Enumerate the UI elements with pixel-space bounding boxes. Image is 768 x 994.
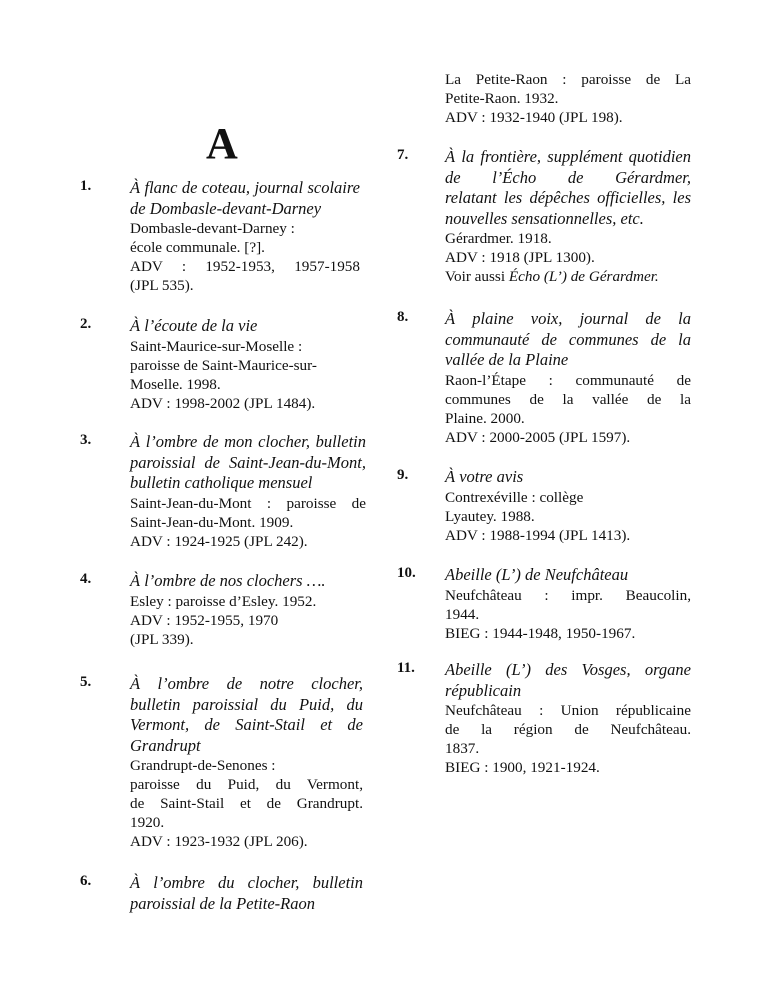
entry-title-line: Grandrupt	[130, 735, 201, 755]
entry-title-line: À l’ombre de mon clocher, bulletin	[130, 432, 366, 451]
entry-line: ADV : 1918 (JPL 1300).	[445, 249, 595, 266]
entry-line: BIEG : 1900, 1921-1924.	[445, 759, 600, 776]
entry-line: ADV : 1998-2002 (JPL 1484).	[130, 394, 316, 412]
entry-number: 3.	[80, 432, 92, 448]
entry-line: de Saint-Stail et de Grandrupt.	[130, 795, 363, 812]
entry-line: Moselle. 1998.	[130, 375, 221, 393]
entry-line: Petite-Raon. 1932.	[445, 90, 559, 107]
entry-title-line: Abeille (L’) de Neufchâteau	[445, 565, 629, 584]
entry-line: 1920.	[130, 814, 165, 831]
entry-line: Raon-l’Étape : communauté de	[445, 371, 691, 389]
entry-line: BIEG : 1944-1948, 1950-1967.	[445, 624, 636, 642]
entry-line: école communale. [?].	[130, 239, 265, 256]
entry-number: 4.	[80, 571, 92, 587]
entry-number: 1.	[80, 178, 92, 194]
entry-number: 9.	[397, 467, 409, 483]
entry-number: 11.	[397, 660, 415, 676]
entry-title-line: paroissial de la Petite-Raon	[130, 893, 315, 913]
entry-line: Gérardmer. 1918.	[445, 230, 552, 247]
entry-number: 7.	[397, 147, 409, 163]
entry-title-line: républicain	[445, 680, 522, 700]
entry-title-line: bulletin catholique mensuel	[130, 473, 313, 492]
entry-line: Saint-Maurice-sur-Moselle :	[130, 337, 303, 355]
entry-line: ADV : 1923-1932 (JPL 206).	[130, 833, 308, 850]
entry-line: Esley : paroisse d’Esley. 1952.	[130, 592, 317, 610]
entry-line: de la région de Neufchâteau.	[445, 721, 691, 738]
entry-line: paroisse du Puid, du Vermont,	[130, 776, 363, 793]
entry-line: 1837.	[445, 740, 480, 757]
entry-title-line: À l’ombre du clocher, bulletin	[130, 873, 363, 892]
entry-line: ADV : 1932-1940 (JPL 198).	[445, 109, 623, 126]
entry-line: ADV : 1988-1994 (JPL 1413).	[445, 526, 631, 544]
entry-line: ADV : 2000-2005 (JPL 1597).	[445, 428, 631, 446]
entry-title-line: À l’ombre de notre clocher,	[130, 674, 363, 693]
entry-title-line: nouvelles sensationnelles, etc.	[445, 208, 644, 228]
entry-title-line: À flanc de coteau, journal scolaire	[130, 178, 360, 197]
entry-line: communes de la vallée de la	[445, 390, 691, 408]
entry-number: 6.	[80, 873, 92, 889]
entry-title-line: de l’Écho de Gérardmer,	[445, 167, 691, 187]
entry-title-line: paroissial de Saint-Jean-du-Mont,	[130, 452, 366, 472]
entry-line: (JPL 535).	[130, 277, 194, 294]
entry-title-line: Abeille (L’) des Vosges, organe	[445, 660, 691, 679]
entry-line: ADV : 1952-1955, 1970	[130, 611, 279, 629]
entry-number: 10.	[397, 565, 416, 581]
entry-title-line: communauté de communes de la	[445, 329, 691, 349]
entry-number: 2.	[80, 316, 92, 332]
entry-line: Neufchâteau : impr. Beaucolin,	[445, 586, 691, 604]
entry-title-line: relatant les dépêches officielles, les	[445, 188, 691, 207]
see-also-prefix: Voir aussi	[445, 268, 509, 285]
entry-number: 5.	[80, 674, 92, 690]
entry-title-line: Vermont, de Saint-Stail et de	[130, 715, 363, 734]
entry-line: Neufchâteau : Union républicaine	[445, 702, 691, 719]
entry-line: Saint-Jean-du-Mont. 1909.	[130, 513, 294, 531]
entry-see-also	[445, 267, 691, 286]
entry-title-line: À l’écoute de la vie	[130, 316, 258, 335]
entry-line: (JPL 339).	[130, 630, 194, 648]
entry-title-line: À la frontière, supplément quotidien	[445, 147, 691, 166]
entry-title-line: de Dombasle-devant-Darney	[130, 198, 322, 218]
entry-line: La Petite-Raon : paroisse de La	[445, 71, 691, 88]
entry-line: ADV : 1952-1953, 1957-1958	[130, 258, 360, 275]
entry-line: Dombasle-devant-Darney :	[130, 220, 295, 237]
entry-line: Plaine. 2000.	[445, 409, 525, 427]
entry-line: Grandrupt-de-Senones :	[130, 757, 276, 774]
entry-line: Contrexéville : collège	[445, 488, 584, 506]
entry-line: Saint-Jean-du-Mont : paroisse de	[130, 494, 366, 512]
see-also-reference: Écho (L’) de Gérardmer.	[508, 268, 659, 285]
section-letter: A	[206, 119, 238, 168]
entry-title-line: bulletin paroissial du Puid, du	[130, 694, 363, 714]
entry-line: Lyautey. 1988.	[445, 507, 535, 525]
entry-number: 8.	[397, 309, 409, 325]
entry-line: paroisse de Saint-Maurice-sur-	[130, 356, 317, 374]
entry-title-line: À plaine voix, journal de la	[445, 309, 691, 328]
entry-line: 1944.	[445, 605, 480, 623]
entry-line: ADV : 1924-1925 (JPL 242).	[130, 532, 308, 550]
entry-title-line: vallée de la Plaine	[445, 350, 569, 369]
entry-title-line: À votre avis	[445, 467, 524, 486]
entry-title-line: À l’ombre de nos clochers ….	[130, 571, 326, 590]
